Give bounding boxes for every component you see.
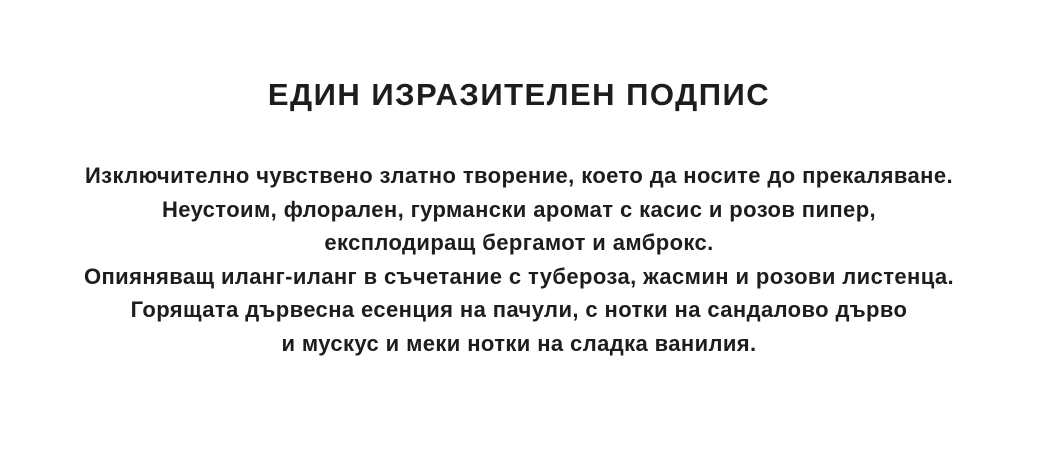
description-line: Изключително чувствено златно творение, което да носите до прекаляване.: [84, 163, 954, 189]
description-line: Неустоим, флорален, гурмански аромат с касис и розов пипер,: [161, 196, 877, 222]
description-line: експлодиращ бергамот и амброкс.: [324, 230, 714, 256]
description-line: Опияняващ иланг-иланг в съчетание с тубероза, жасмин и розови листенца.: [83, 263, 955, 289]
fragrance-description: [0, 159, 1038, 360]
description-line: Горящата дървесна есенция на пачули, с нотки на сандалово дърво: [130, 297, 908, 323]
section-title: ЕДИН ИЗРАЗИТЕЛЕН ПОДПИС: [267, 77, 771, 112]
description-line: и мускус и меки нотки на сладка ванилия.: [281, 330, 757, 356]
